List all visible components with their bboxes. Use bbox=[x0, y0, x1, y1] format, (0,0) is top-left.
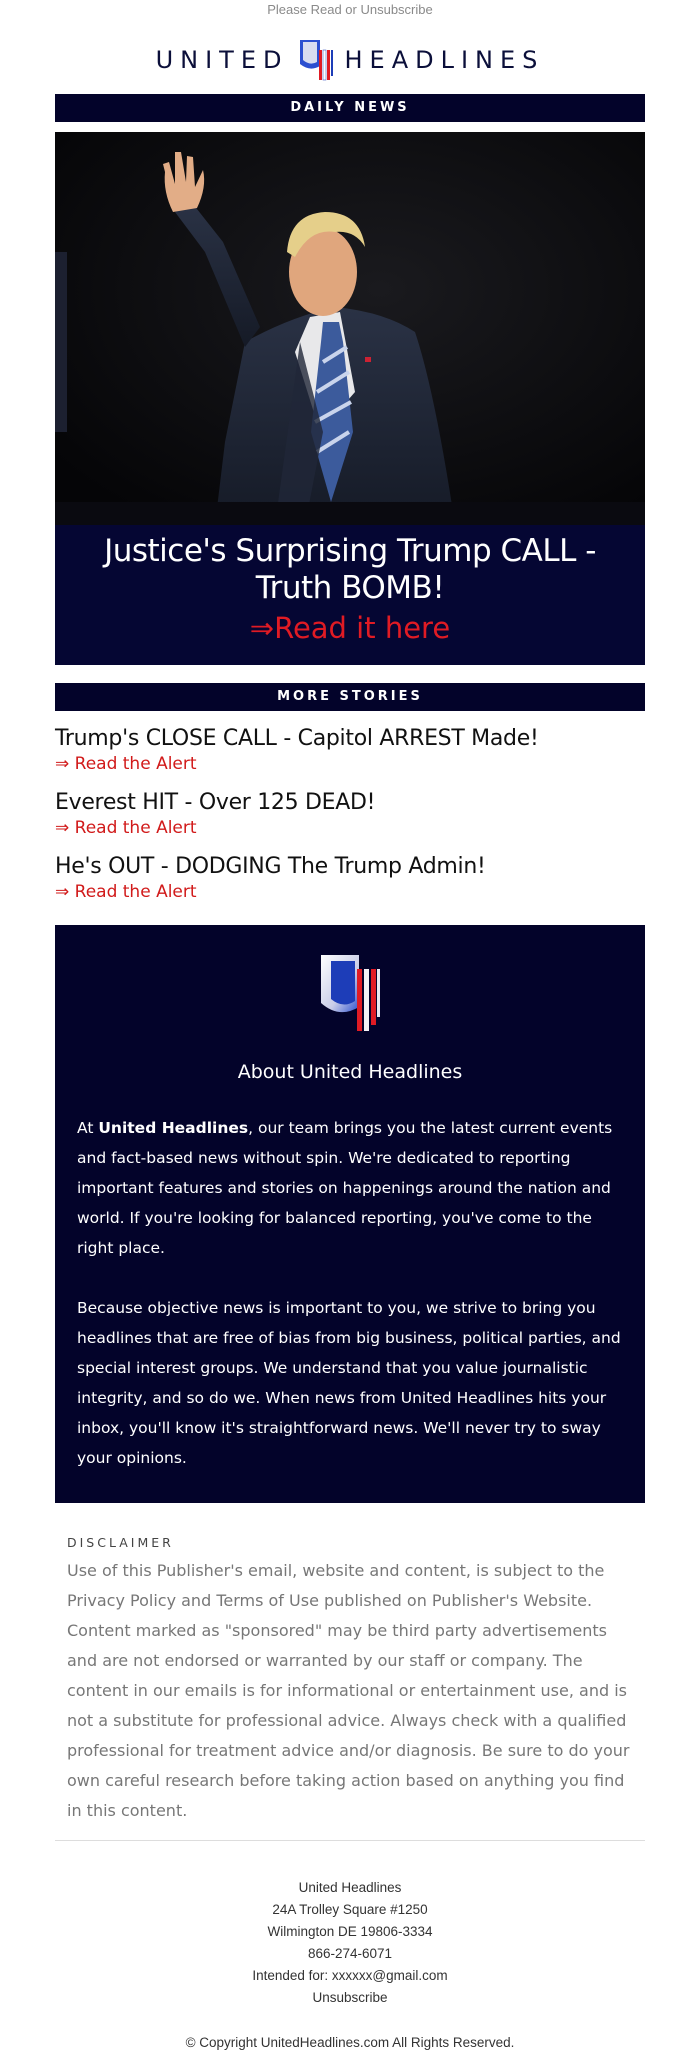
about-p1-prefix: At bbox=[77, 1119, 99, 1137]
about-paragraph-1 bbox=[77, 1113, 623, 1263]
story-title[interactable]: Trump's CLOSE CALL - Capitol ARREST Made! bbox=[55, 726, 539, 751]
preheader-unsubscribe-link[interactable]: Please Read or Unsubscribe bbox=[267, 2, 433, 17]
hero-headline[interactable]: Justice's Surprising Trump CALL - Truth BOMB! bbox=[104, 533, 596, 606]
footer-intended-for: Intended for: xxxxxx@gmail.com bbox=[252, 1968, 448, 1983]
footer-address-line-1: 24A Trolley Square #1250 bbox=[272, 1902, 428, 1917]
disclaimer-text: Use of this Publisher's email, website and content, is subject to the Privacy Policy and Terms of Use published on Publisher's Website. Content marked as "sponsored" may be third party advertisements and are not endorsed or warranted by our staff or company. The content in our emails is for informational or entertainment use, and is not a substitute for professional advice. Always check with a qualified professional for treatment advice and/or diagnosis. Be sure to do your own careful research before taking action based on anything you find in this content. bbox=[67, 1561, 630, 1820]
logo-word-left: UNITED bbox=[155, 46, 289, 74]
footer-address bbox=[55, 1877, 645, 2009]
about-section bbox=[55, 925, 645, 1503]
disclaimer-section bbox=[55, 1503, 645, 1826]
footer-unsubscribe-link[interactable]: Unsubscribe bbox=[312, 1990, 388, 2005]
story-title[interactable]: Everest HIT - Over 125 DEAD! bbox=[55, 790, 376, 815]
about-heading: About United Headlines bbox=[237, 1061, 463, 1083]
hero-story[interactable] bbox=[55, 132, 645, 665]
footer-copyright: © Copyright UnitedHeadlines.com All Rights Reserved. bbox=[185, 2035, 515, 2050]
story-item[interactable] bbox=[55, 853, 645, 903]
footer-company: United Headlines bbox=[298, 1880, 402, 1895]
shield-flag-icon bbox=[298, 36, 334, 84]
about-p1-brand: United Headlines bbox=[98, 1119, 249, 1137]
daily-news-bar: DAILY NEWS bbox=[55, 94, 645, 122]
more-stories-bar: MORE STORIES bbox=[55, 683, 645, 711]
hero-speaker-photo[interactable] bbox=[55, 132, 645, 525]
story-item[interactable] bbox=[55, 725, 645, 775]
footer-address-line-2: Wilmington DE 19806-3334 bbox=[267, 1924, 433, 1939]
story-read-link[interactable]: ⇒ Read the Alert bbox=[55, 882, 197, 902]
story-read-link[interactable]: ⇒ Read the Alert bbox=[55, 754, 197, 774]
logo-word-right: HEADLINES bbox=[344, 46, 545, 74]
story-read-link[interactable]: ⇒ Read the Alert bbox=[55, 818, 197, 838]
footer-phone: 866-274-6071 bbox=[307, 1946, 393, 1961]
story-item[interactable] bbox=[55, 789, 645, 839]
shield-flag-icon bbox=[319, 953, 381, 1033]
story-title[interactable]: He's OUT - DODGING The Trump Admin! bbox=[55, 854, 486, 879]
hero-read-link[interactable]: ⇒Read it here bbox=[249, 611, 451, 645]
about-p1-rest: , our team brings you the latest current events and fact-based news without spin. We're dedicated to reporting important features and stories on happenings around the nation and world. If you're looking for balanced reporting, you've come to the right place. bbox=[77, 1119, 613, 1257]
about-paragraph-2: Because objective news is important to you, we strive to bring you headlines that are free of bias from big business, political parties, and special interest groups. We understand that you value journalistic integrity, and so do we. When news from United Headlines hits your inbox, you'll know it's straightforward news. We'll never try to sway your opinions. bbox=[77, 1299, 621, 1467]
divider bbox=[55, 1840, 645, 1841]
disclaimer-label: DISCLAIMER bbox=[67, 1535, 174, 1550]
brand-logo[interactable] bbox=[0, 32, 700, 88]
